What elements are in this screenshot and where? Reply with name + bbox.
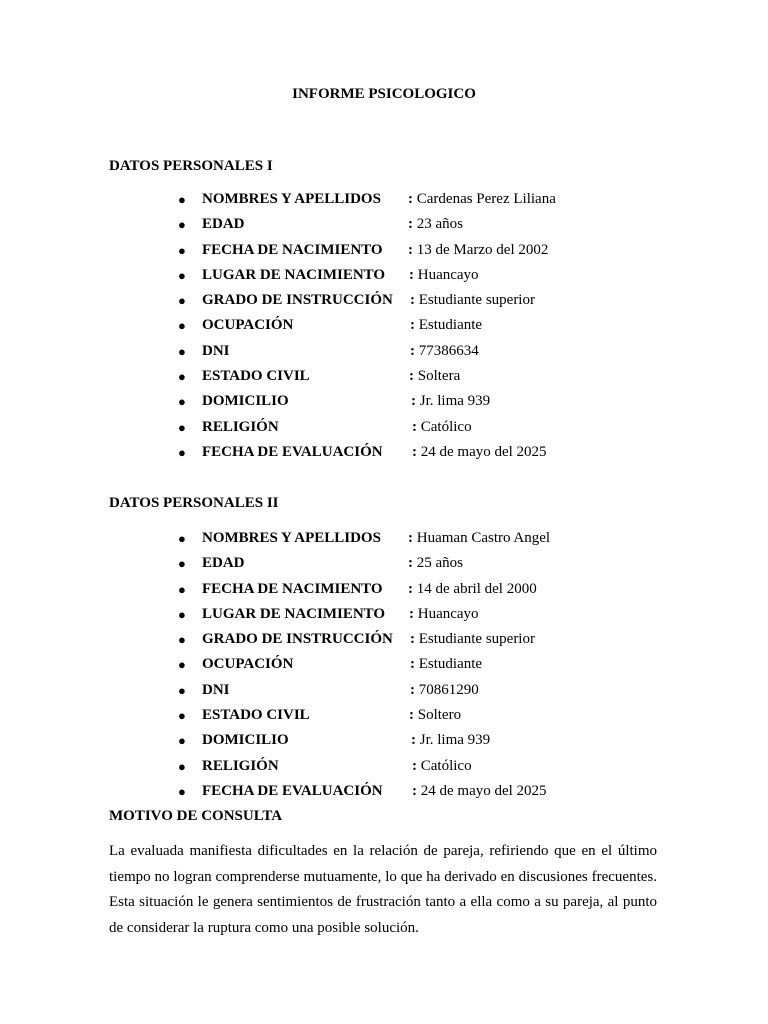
- field-value: [408, 215, 463, 233]
- field-label: DNI: [202, 342, 230, 359]
- field-value: [408, 241, 548, 259]
- field-value: [408, 554, 463, 572]
- field-colon: :: [410, 317, 415, 334]
- field-label: ESTADO CIVIL: [202, 707, 310, 724]
- field-value-text: Soltero: [417, 707, 462, 724]
- field-value: [411, 392, 490, 410]
- field-row-dni: [0, 681, 768, 706]
- field-label: DNI: [202, 681, 230, 698]
- field-value-text: 23 años: [416, 216, 463, 233]
- field-colon: :: [408, 191, 413, 207]
- bullet-icon: ●: [178, 556, 186, 572]
- section-heading-datos-personales-2: DATOS PERSONALES II: [109, 495, 279, 511]
- field-label: OCUPACIÓN: [202, 656, 294, 673]
- field-row-religion: [0, 418, 768, 443]
- field-label: FECHA DE EVALUACIÓN: [202, 443, 383, 460]
- field-row-domicilio: [0, 731, 768, 756]
- bullet-icon: ●: [178, 682, 186, 698]
- field-colon: :: [408, 580, 413, 597]
- field-row-ocupacion: [0, 316, 768, 341]
- field-value: [412, 782, 547, 800]
- field-label: RELIGIÓN: [202, 418, 279, 435]
- field-colon: :: [410, 681, 415, 698]
- bullet-icon: ●: [178, 394, 186, 410]
- field-value: [410, 316, 482, 334]
- field-row-estado-civil: [0, 706, 768, 731]
- field-value-text: 25 años: [416, 555, 463, 572]
- bullet-icon: ●: [178, 419, 186, 435]
- field-row-grado-instruccion: [0, 291, 768, 316]
- field-value-text: 24 de mayo del 2025: [420, 443, 547, 460]
- field-row-grado-instruccion: [0, 630, 768, 655]
- field-value-text: Huaman Castro Angel: [416, 530, 551, 546]
- field-row-estado-civil: [0, 367, 768, 392]
- field-label: DOMICILIO: [202, 393, 289, 410]
- field-colon: :: [410, 656, 415, 673]
- field-label: NOMBRES Y APELLIDOS: [202, 530, 381, 546]
- field-colon: :: [410, 631, 415, 648]
- bullet-icon: ●: [178, 733, 186, 749]
- field-label: RELIGIÓN: [202, 757, 279, 774]
- field-label: FECHA DE NACIMIENTO: [202, 241, 383, 258]
- field-value-text: 24 de mayo del 2025: [420, 782, 547, 799]
- field-value-text: 14 de abril del 2000: [416, 580, 537, 597]
- field-colon: :: [408, 530, 413, 546]
- field-label: OCUPACIÓN: [202, 317, 294, 334]
- field-value: [409, 266, 479, 284]
- bullet-icon: ●: [178, 444, 186, 460]
- field-value-text: Católico: [420, 418, 472, 435]
- field-row-nombres: [0, 529, 768, 554]
- field-value: [410, 342, 479, 360]
- field-label: NOMBRES Y APELLIDOS: [202, 191, 381, 207]
- document-title: INFORME PSICOLOGICO: [292, 86, 476, 102]
- field-value: [409, 706, 461, 724]
- field-row-fecha-evaluacion: [0, 443, 768, 468]
- bullet-icon: ●: [178, 657, 186, 673]
- field-value: [412, 418, 472, 436]
- field-row-domicilio: [0, 392, 768, 417]
- field-colon: :: [409, 707, 414, 724]
- field-row-lugar-nacimiento: [0, 266, 768, 291]
- bullet-icon: ●: [178, 267, 186, 283]
- field-colon: :: [408, 216, 413, 233]
- bullet-icon: ●: [178, 369, 186, 385]
- field-row-religion: [0, 757, 768, 782]
- field-value-text: 13 de Marzo del 2002: [416, 241, 549, 258]
- field-row-fecha-nacimiento: [0, 241, 768, 266]
- field-label: DOMICILIO: [202, 732, 289, 749]
- field-colon: :: [409, 605, 414, 622]
- field-row-fecha-nacimiento: [0, 580, 768, 605]
- field-label: FECHA DE EVALUACIÓN: [202, 782, 383, 799]
- field-value: [410, 630, 535, 648]
- field-colon: :: [409, 368, 414, 385]
- field-value-text: Jr. lima 939: [419, 732, 491, 749]
- field-label: EDAD: [202, 555, 245, 572]
- field-row-lugar-nacimiento: [0, 605, 768, 630]
- field-label: GRADO DE INSTRUCCIÓN: [202, 292, 393, 309]
- field-colon: :: [408, 555, 413, 572]
- personal-data-list-2: [0, 529, 768, 807]
- field-value: [412, 443, 547, 461]
- field-row-edad: [0, 215, 768, 240]
- field-value: [410, 291, 535, 309]
- field-label: EDAD: [202, 216, 245, 233]
- bullet-icon: ●: [178, 606, 186, 622]
- field-value-text: Soltera: [417, 368, 461, 385]
- field-value: [408, 190, 556, 208]
- bullet-icon: ●: [178, 318, 186, 334]
- field-colon: :: [412, 757, 417, 774]
- field-value-text: Huancayo: [417, 266, 479, 283]
- field-colon: :: [410, 342, 415, 359]
- field-value: [409, 605, 479, 623]
- field-value-text: Estudiante superior: [418, 631, 535, 648]
- bullet-icon: ●: [178, 293, 186, 309]
- field-label: GRADO DE INSTRUCCIÓN: [202, 631, 393, 648]
- bullet-icon: ●: [178, 783, 186, 799]
- field-label: FECHA DE NACIMIENTO: [202, 580, 383, 597]
- field-label: LUGAR DE NACIMIENTO: [202, 605, 386, 622]
- field-value-text: 70861290: [418, 681, 479, 698]
- field-row-ocupacion: [0, 655, 768, 680]
- field-colon: :: [409, 266, 414, 283]
- field-value: [411, 731, 490, 749]
- field-colon: :: [412, 782, 417, 799]
- field-row-edad: [0, 554, 768, 579]
- field-value-text: Estudiante superior: [418, 292, 535, 309]
- personal-data-list-1: [0, 190, 768, 468]
- field-value-text: Estudiante: [418, 317, 483, 334]
- field-value: [412, 757, 472, 775]
- field-value: [410, 655, 482, 673]
- bullet-icon: ●: [178, 758, 186, 774]
- field-value-text: Estudiante: [418, 656, 483, 673]
- field-value-text: Católico: [420, 757, 472, 774]
- field-value: [408, 580, 537, 598]
- field-colon: :: [410, 292, 415, 309]
- bullet-icon: ●: [178, 581, 186, 597]
- motivo-paragraph: La evaluada manifiesta dificultades en la relación de pareja, refiriendo que en el último tiempo no logran comprenderse mutuamente, lo que ha derivado en discusiones frecuentes. Esta situación le genera sentimientos de frustración tanto a ella como a su pareja, al punto de considerar la ruptura como una posible solución.: [109, 843, 657, 936]
- field-row-nombres: [0, 190, 768, 215]
- field-value-text: Cardenas Perez Liliana: [416, 191, 556, 207]
- bullet-icon: ●: [178, 343, 186, 359]
- bullet-icon: ●: [178, 632, 186, 648]
- field-label: LUGAR DE NACIMIENTO: [202, 266, 386, 283]
- field-colon: :: [412, 418, 417, 435]
- field-value-text: 77386634: [418, 342, 479, 359]
- field-colon: :: [411, 732, 416, 749]
- field-value: [409, 367, 460, 385]
- field-value-text: Huancayo: [417, 605, 479, 622]
- field-colon: :: [408, 241, 413, 258]
- field-label: ESTADO CIVIL: [202, 368, 310, 385]
- field-colon: :: [412, 443, 417, 460]
- field-row-fecha-evaluacion: [0, 782, 768, 807]
- bullet-icon: ●: [178, 708, 186, 724]
- field-value-text: Jr. lima 939: [419, 393, 491, 410]
- field-colon: :: [411, 393, 416, 410]
- section-heading-datos-personales-1: DATOS PERSONALES I: [109, 158, 273, 174]
- bullet-icon: ●: [178, 242, 186, 258]
- field-value: [410, 681, 479, 699]
- bullet-icon: ●: [178, 217, 186, 233]
- bullet-icon: ●: [178, 192, 186, 207]
- field-row-dni: [0, 342, 768, 367]
- section-heading-motivo-consulta: MOTIVO DE CONSULTA: [109, 808, 283, 824]
- bullet-icon: ●: [178, 531, 186, 546]
- field-value: [408, 529, 550, 547]
